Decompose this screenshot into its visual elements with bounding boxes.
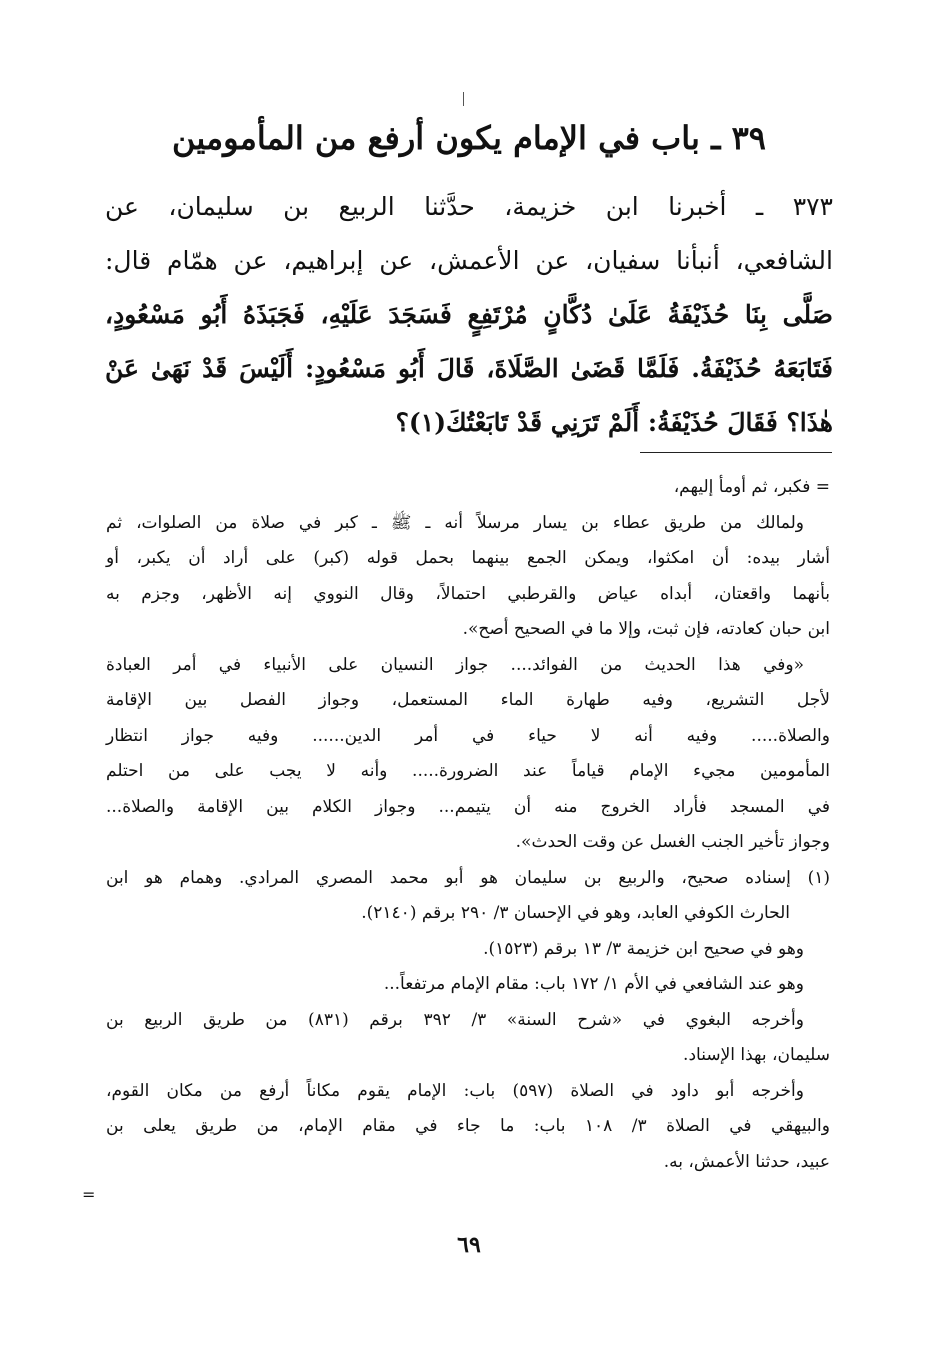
footnote-line: = فكبر، ثم أومأ إليهم،: [673, 477, 830, 497]
footnote-line: ولمالك من طريق عطاء بن يسار مرسلاً أنه ـ ﷺ ـ كبر في صلاة من الصلوات، ثم: [106, 512, 804, 533]
footnote-line: (١) إسناده صحيح، والربيع بن سليمان هو أبو محمد المصري المرادي. وهمام هو ابن: [106, 867, 830, 888]
chapter-title: ٣٩ ـ باب في الإمام يكون أرفع من المأمومين: [172, 119, 766, 157]
hadith-line: هٰذَا؟ فَقَالَ حُذَيْفَةُ: أَلَمْ تَرَنِي قَدْ تَابَعْتُكَ(١)؟: [395, 408, 833, 437]
continuation-mark: =: [82, 1185, 96, 1204]
footnote-line: عبيد، حدثنا الأعمش، به.: [663, 1151, 830, 1172]
footnote-line: ابن حبان كعادته، فإن ثبت، وإلا ما في الصحيح أصح».: [462, 619, 830, 639]
footnote-line: أشار بيده: أن امكثوا، ويمكن الجمع بينهما بحمل قوله (كبر) على أراد أن يكبر، أو: [106, 548, 830, 568]
hadith-line: ٣٧٣ ـ أخبرنا ابن خزيمة، حدَّثنا الربيع بن سليمان، عن: [105, 192, 833, 221]
footnote-line: «وفي هذا الحديث من الفوائد.... جواز النسيان على الأنبياء في أمر العبادة: [106, 654, 804, 675]
footnote-line: لأجل التشريع، وفيه طهارة الماء المستعمل، وجواز الفصل بين الإقامة: [106, 690, 830, 710]
footnote-line: والصلاة..... وفيه أنه لا حياء في أمر الدين...... وفيه جواز انتظار: [106, 725, 830, 746]
hadith-line: فَتَابَعَهُ حُذَيْفَةُ. فَلَمَّا قَضَىٰ الصَّلَاةَ، قَالَ أَبُو مَسْعُودٍ: أَلَيْسَ قَدْ نَهَىٰ عَنْ: [105, 354, 833, 383]
footnote-separator: [640, 452, 832, 453]
hadith-text: [105, 180, 833, 450]
hadith-line: صَلَّى بِنَا حُذَيْفَةُ عَلَىٰ دُكَّانٍ مُرْتَفِعٍ فَسَجَدَ عَلَيْهِ، فَجَبَذَهُ أَبُو مَسْعُودٍ،: [105, 300, 833, 329]
footnote-line: وأخرجه أبو داود في الصلاة (٥٩٧) باب: الإمام يقوم مكاناً أرفع من مكان القوم،: [106, 1080, 804, 1101]
page-number: ٦٩: [457, 1232, 481, 1258]
scan-mark: [463, 92, 464, 106]
hadith-line: الشافعي، أنبأنا سفيان، عن الأعمش، عن إبراهيم، عن همّام قال:: [105, 246, 833, 275]
footnote-line: وهو عند الشافعي في الأم ١/ ١٧٢ باب: مقام الإمام مرتفعاً...: [383, 974, 804, 994]
footnote-line: الحارث الكوفي العابد، وهو في الإحسان ٣/ ٢٩٠ برقم (٢١٤٠).: [361, 903, 790, 923]
footnote-line: وجواز تأخير الجنب الغسل عن وقت الحدث».: [515, 832, 830, 852]
footnote-line: في المسجد فأراد الخروج منه أن يتيمم... وجواز الكلام بين الإقامة والصلاة...: [106, 796, 830, 817]
footnote-line: والبيهقي في الصلاة ٣/ ١٠٨ باب: ما جاء في مقام الإمام، من طريق يعلى بن: [106, 1116, 830, 1136]
footnotes: [106, 470, 830, 1180]
footnote-line: وأخرجه البغوي في «شرح السنة» ٣/ ٣٩٢ برقم (٨٣١) من طريق الربيع بن: [106, 1009, 804, 1030]
footnote-line: بأنهما واقعتان، أبداه عياض والقرطبي احتمالاً، وقال النووي إنه الأظهر، وجزم به: [106, 583, 830, 604]
footnote-line: وهو في صحيح ابن خزيمة ٣/ ١٣ برقم (١٥٢٣).: [483, 938, 804, 959]
footnote-line: سليمان، بهذا الإسناد.: [683, 1045, 830, 1065]
footnote-line: المأمومين مجيء الإمام قياماً عند الضرورة..... وأنه لا يجب على من احتلم: [106, 761, 830, 781]
